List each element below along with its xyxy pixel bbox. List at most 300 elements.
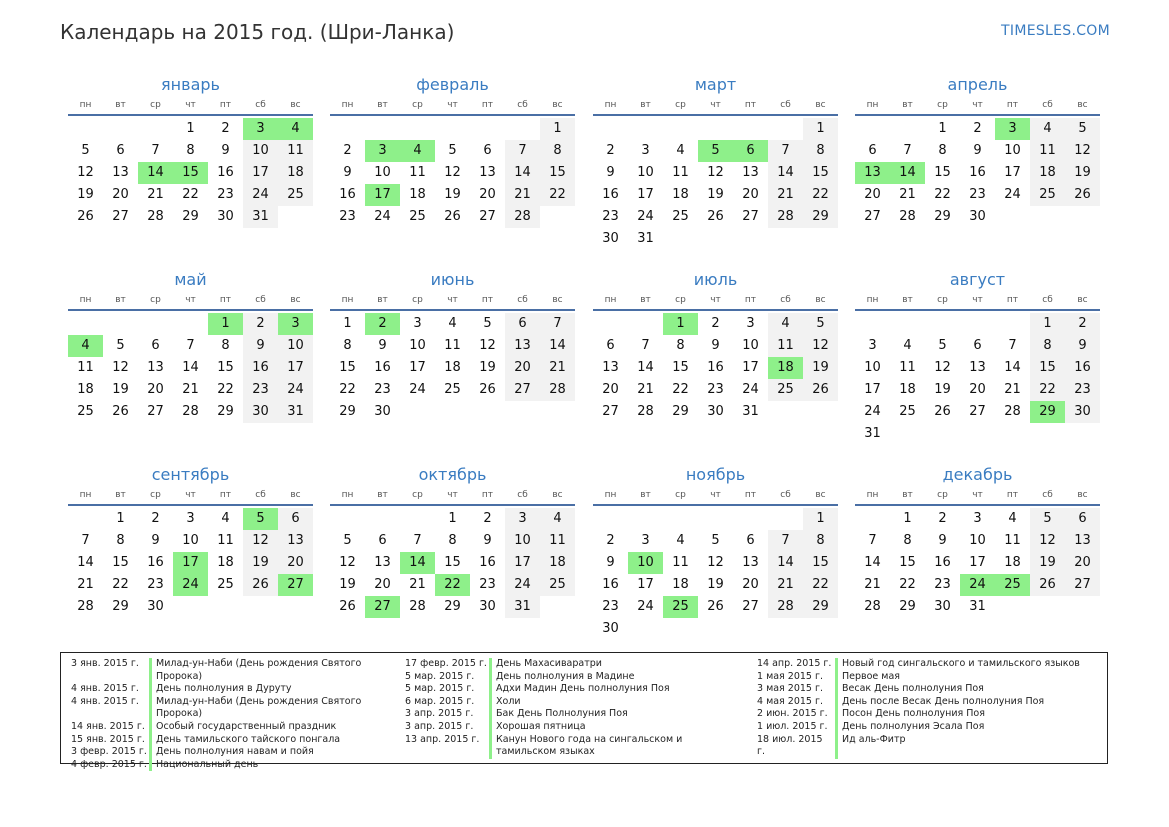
holiday-day-cell[interactable]: 25	[995, 574, 1030, 596]
day-cell[interactable]: 31	[742, 404, 759, 419]
holiday-day-cell[interactable]: 1	[663, 313, 698, 335]
day-cell[interactable]: 18	[540, 552, 575, 574]
day-cell[interactable]: 7	[186, 338, 195, 353]
day-cell[interactable]: 3	[641, 533, 650, 548]
day-cell[interactable]: 28	[768, 596, 803, 618]
day-cell[interactable]: 3	[413, 316, 422, 331]
day-cell[interactable]: 29	[444, 599, 461, 614]
day-cell[interactable]: 23	[217, 187, 234, 202]
holiday-day-cell[interactable]: 4	[278, 118, 313, 140]
day-cell[interactable]: 26	[77, 209, 94, 224]
day-cell[interactable]: 10	[505, 530, 540, 552]
day-cell[interactable]: 27	[479, 209, 496, 224]
day-cell[interactable]: 26	[339, 599, 356, 614]
day-cell[interactable]: 20	[112, 187, 129, 202]
day-cell[interactable]: 26	[934, 404, 951, 419]
day-cell[interactable]: 30	[374, 404, 391, 419]
day-cell[interactable]: 23	[479, 577, 496, 592]
day-cell[interactable]: 30	[243, 401, 278, 423]
day-cell[interactable]: 16	[243, 357, 278, 379]
day-cell[interactable]: 7	[505, 140, 540, 162]
day-cell[interactable]: 15	[339, 360, 356, 375]
day-cell[interactable]: 28	[637, 404, 654, 419]
day-cell[interactable]: 16	[1065, 357, 1100, 379]
day-cell[interactable]: 8	[186, 143, 195, 158]
day-cell[interactable]: 20	[278, 552, 313, 574]
day-cell[interactable]: 26	[112, 404, 129, 419]
day-cell[interactable]: 8	[343, 338, 352, 353]
day-cell[interactable]: 17	[409, 360, 426, 375]
day-cell[interactable]: 11	[672, 555, 689, 570]
day-cell[interactable]: 28	[899, 209, 916, 224]
day-cell[interactable]: 14	[637, 360, 654, 375]
day-cell[interactable]: 2	[606, 533, 615, 548]
day-cell[interactable]: 25	[444, 382, 461, 397]
day-cell[interactable]: 2	[221, 121, 230, 136]
day-cell[interactable]: 12	[112, 360, 129, 375]
day-cell[interactable]: 7	[641, 338, 650, 353]
day-cell[interactable]: 10	[243, 140, 278, 162]
day-cell[interactable]: 16	[374, 360, 391, 375]
day-cell[interactable]: 22	[540, 184, 575, 206]
day-cell[interactable]: 3	[746, 316, 755, 331]
day-cell[interactable]: 24	[1004, 187, 1021, 202]
day-cell[interactable]: 30	[479, 599, 496, 614]
day-cell[interactable]: 23	[374, 382, 391, 397]
day-cell[interactable]: 27	[147, 404, 164, 419]
day-cell[interactable]: 19	[339, 577, 356, 592]
day-cell[interactable]: 15	[112, 555, 129, 570]
day-cell[interactable]: 21	[77, 577, 94, 592]
holiday-day-cell[interactable]: 24	[960, 574, 995, 596]
day-cell[interactable]: 15	[803, 162, 838, 184]
day-cell[interactable]: 12	[243, 530, 278, 552]
day-cell[interactable]: 29	[217, 404, 234, 419]
day-cell[interactable]: 6	[1065, 508, 1100, 530]
day-cell[interactable]: 26	[707, 209, 724, 224]
day-cell[interactable]: 9	[973, 143, 982, 158]
day-cell[interactable]: 2	[1065, 313, 1100, 335]
day-cell[interactable]: 17	[1004, 165, 1021, 180]
day-cell[interactable]: 11	[409, 165, 426, 180]
day-cell[interactable]: 6	[505, 313, 540, 335]
day-cell[interactable]: 22	[899, 577, 916, 592]
day-cell[interactable]: 20	[147, 382, 164, 397]
day-cell[interactable]: 15	[217, 360, 234, 375]
holiday-day-cell[interactable]: 18	[768, 357, 803, 379]
day-cell[interactable]: 6	[378, 533, 387, 548]
day-cell[interactable]: 18	[217, 555, 234, 570]
holiday-day-cell[interactable]: 27	[365, 596, 400, 618]
day-cell[interactable]: 21	[1004, 382, 1021, 397]
day-cell[interactable]: 7	[768, 140, 803, 162]
day-cell[interactable]: 26	[707, 599, 724, 614]
day-cell[interactable]: 5	[938, 338, 947, 353]
day-cell[interactable]: 24	[637, 599, 654, 614]
day-cell[interactable]: 2	[711, 316, 720, 331]
day-cell[interactable]: 9	[711, 338, 720, 353]
day-cell[interactable]: 7	[768, 530, 803, 552]
day-cell[interactable]: 11	[672, 165, 689, 180]
day-cell[interactable]: 8	[448, 533, 457, 548]
day-cell[interactable]: 22	[182, 187, 199, 202]
day-cell[interactable]: 11	[444, 338, 461, 353]
day-cell[interactable]: 22	[803, 574, 838, 596]
holiday-day-cell[interactable]: 14	[890, 162, 925, 184]
day-cell[interactable]: 12	[934, 360, 951, 375]
holiday-day-cell[interactable]: 4	[400, 140, 435, 162]
day-cell[interactable]: 6	[278, 508, 313, 530]
day-cell[interactable]: 7	[81, 533, 90, 548]
day-cell[interactable]: 5	[1065, 118, 1100, 140]
day-cell[interactable]: 31	[969, 599, 986, 614]
day-cell[interactable]: 1	[1030, 313, 1065, 335]
day-cell[interactable]: 19	[479, 360, 496, 375]
day-cell[interactable]: 4	[1030, 118, 1065, 140]
day-cell[interactable]: 28	[768, 206, 803, 228]
day-cell[interactable]: 11	[1004, 533, 1021, 548]
day-cell[interactable]: 19	[707, 187, 724, 202]
day-cell[interactable]: 6	[973, 338, 982, 353]
day-cell[interactable]: 1	[540, 118, 575, 140]
holiday-day-cell[interactable]: 3	[995, 118, 1030, 140]
day-cell[interactable]: 12	[77, 165, 94, 180]
day-cell[interactable]: 9	[221, 143, 230, 158]
day-cell[interactable]: 14	[864, 555, 881, 570]
day-cell[interactable]: 6	[116, 143, 125, 158]
day-cell[interactable]: 20	[742, 577, 759, 592]
day-cell[interactable]: 24	[243, 184, 278, 206]
day-cell[interactable]: 5	[803, 313, 838, 335]
day-cell[interactable]: 8	[221, 338, 230, 353]
day-cell[interactable]: 25	[217, 577, 234, 592]
day-cell[interactable]: 1	[903, 511, 912, 526]
holiday-day-cell[interactable]: 14	[400, 552, 435, 574]
day-cell[interactable]: 5	[343, 533, 352, 548]
day-cell[interactable]: 16	[479, 555, 496, 570]
day-cell[interactable]: 2	[343, 143, 352, 158]
day-cell[interactable]: 30	[934, 599, 951, 614]
day-cell[interactable]: 17	[637, 577, 654, 592]
day-cell[interactable]: 27	[969, 404, 986, 419]
day-cell[interactable]: 16	[217, 165, 234, 180]
day-cell[interactable]: 22	[1030, 379, 1065, 401]
day-cell[interactable]: 25	[672, 209, 689, 224]
day-cell[interactable]: 20	[479, 187, 496, 202]
day-cell[interactable]: 30	[217, 209, 234, 224]
day-cell[interactable]: 17	[969, 555, 986, 570]
day-cell[interactable]: 23	[602, 209, 619, 224]
holiday-day-cell[interactable]: 10	[628, 552, 663, 574]
day-cell[interactable]: 13	[505, 335, 540, 357]
day-cell[interactable]: 28	[409, 599, 426, 614]
day-cell[interactable]: 13	[742, 165, 759, 180]
day-cell[interactable]: 13	[278, 530, 313, 552]
day-cell[interactable]: 7	[151, 143, 160, 158]
day-cell[interactable]: 21	[147, 187, 164, 202]
day-cell[interactable]: 4	[448, 316, 457, 331]
day-cell[interactable]: 26	[243, 574, 278, 596]
day-cell[interactable]: 16	[969, 165, 986, 180]
holiday-day-cell[interactable]: 13	[855, 162, 890, 184]
day-cell[interactable]: 9	[378, 338, 387, 353]
holiday-day-cell[interactable]: 27	[278, 574, 313, 596]
day-cell[interactable]: 1	[116, 511, 125, 526]
day-cell[interactable]: 29	[899, 599, 916, 614]
holiday-day-cell[interactable]: 14	[138, 162, 173, 184]
holiday-day-cell[interactable]: 6	[733, 140, 768, 162]
day-cell[interactable]: 8	[938, 143, 947, 158]
day-cell[interactable]: 28	[1004, 404, 1021, 419]
holiday-day-cell[interactable]: 5	[243, 508, 278, 530]
day-cell[interactable]: 18	[899, 382, 916, 397]
day-cell[interactable]: 3	[973, 511, 982, 526]
day-cell[interactable]: 21	[182, 382, 199, 397]
day-cell[interactable]: 26	[1030, 574, 1065, 596]
day-cell[interactable]: 17	[243, 162, 278, 184]
day-cell[interactable]: 8	[803, 140, 838, 162]
day-cell[interactable]: 10	[969, 533, 986, 548]
day-cell[interactable]: 25	[899, 404, 916, 419]
day-cell[interactable]: 12	[1065, 140, 1100, 162]
day-cell[interactable]: 1	[186, 121, 195, 136]
day-cell[interactable]: 26	[803, 379, 838, 401]
day-cell[interactable]: 28	[147, 209, 164, 224]
day-cell[interactable]: 4	[903, 338, 912, 353]
day-cell[interactable]: 9	[606, 555, 615, 570]
day-cell[interactable]: 12	[707, 555, 724, 570]
day-cell[interactable]: 18	[1030, 162, 1065, 184]
day-cell[interactable]: 25	[540, 574, 575, 596]
day-cell[interactable]: 10	[409, 338, 426, 353]
day-cell[interactable]: 28	[505, 206, 540, 228]
day-cell[interactable]: 12	[339, 555, 356, 570]
day-cell[interactable]: 20	[864, 187, 881, 202]
day-cell[interactable]: 31	[864, 426, 881, 441]
day-cell[interactable]: 23	[602, 599, 619, 614]
day-cell[interactable]: 24	[864, 404, 881, 419]
day-cell[interactable]: 11	[278, 140, 313, 162]
day-cell[interactable]: 25	[768, 379, 803, 401]
day-cell[interactable]: 2	[151, 511, 160, 526]
day-cell[interactable]: 29	[339, 404, 356, 419]
day-cell[interactable]: 24	[505, 574, 540, 596]
day-cell[interactable]: 23	[243, 379, 278, 401]
day-cell[interactable]: 16	[602, 577, 619, 592]
day-cell[interactable]: 29	[672, 404, 689, 419]
day-cell[interactable]: 29	[803, 596, 838, 618]
day-cell[interactable]: 7	[1008, 338, 1017, 353]
day-cell[interactable]: 27	[1065, 574, 1100, 596]
day-cell[interactable]: 25	[1030, 184, 1065, 206]
day-cell[interactable]: 16	[147, 555, 164, 570]
day-cell[interactable]: 23	[147, 577, 164, 592]
day-cell[interactable]: 13	[374, 555, 391, 570]
day-cell[interactable]: 30	[602, 621, 619, 636]
day-cell[interactable]: 14	[77, 555, 94, 570]
day-cell[interactable]: 22	[339, 382, 356, 397]
day-cell[interactable]: 4	[221, 511, 230, 526]
holiday-day-cell[interactable]: 4	[68, 335, 103, 357]
day-cell[interactable]: 4	[540, 508, 575, 530]
day-cell[interactable]: 16	[339, 187, 356, 202]
day-cell[interactable]: 13	[479, 165, 496, 180]
day-cell[interactable]: 31	[505, 596, 540, 618]
day-cell[interactable]: 6	[606, 338, 615, 353]
day-cell[interactable]: 29	[112, 599, 129, 614]
day-cell[interactable]: 1	[938, 121, 947, 136]
day-cell[interactable]: 2	[973, 121, 982, 136]
day-cell[interactable]: 13	[602, 360, 619, 375]
day-cell[interactable]: 28	[182, 404, 199, 419]
day-cell[interactable]: 22	[672, 382, 689, 397]
day-cell[interactable]: 27	[864, 209, 881, 224]
day-cell[interactable]: 11	[540, 530, 575, 552]
day-cell[interactable]: 11	[1030, 140, 1065, 162]
day-cell[interactable]: 23	[339, 209, 356, 224]
day-cell[interactable]: 14	[540, 335, 575, 357]
day-cell[interactable]: 27	[742, 599, 759, 614]
day-cell[interactable]: 14	[182, 360, 199, 375]
day-cell[interactable]: 17	[864, 382, 881, 397]
day-cell[interactable]: 18	[672, 577, 689, 592]
day-cell[interactable]: 15	[672, 360, 689, 375]
day-cell[interactable]: 12	[479, 338, 496, 353]
day-cell[interactable]: 19	[444, 187, 461, 202]
day-cell[interactable]: 13	[1065, 530, 1100, 552]
day-cell[interactable]: 10	[864, 360, 881, 375]
day-cell[interactable]: 12	[803, 335, 838, 357]
day-cell[interactable]: 19	[934, 382, 951, 397]
day-cell[interactable]: 24	[278, 379, 313, 401]
day-cell[interactable]: 1	[343, 316, 352, 331]
day-cell[interactable]: 8	[803, 530, 838, 552]
holiday-day-cell[interactable]: 24	[173, 574, 208, 596]
day-cell[interactable]: 21	[768, 184, 803, 206]
day-cell[interactable]: 19	[1065, 162, 1100, 184]
day-cell[interactable]: 12	[1030, 530, 1065, 552]
day-cell[interactable]: 15	[934, 165, 951, 180]
site-link[interactable]: TIMESLES.COM	[1001, 23, 1110, 39]
holiday-day-cell[interactable]: 22	[435, 574, 470, 596]
day-cell[interactable]: 18	[672, 187, 689, 202]
holiday-day-cell[interactable]: 15	[173, 162, 208, 184]
day-cell[interactable]: 10	[374, 165, 391, 180]
day-cell[interactable]: 1	[803, 118, 838, 140]
day-cell[interactable]: 28	[77, 599, 94, 614]
day-cell[interactable]: 23	[969, 187, 986, 202]
day-cell[interactable]: 19	[1030, 552, 1065, 574]
holiday-day-cell[interactable]: 17	[365, 184, 400, 206]
day-cell[interactable]: 15	[1030, 357, 1065, 379]
day-cell[interactable]: 4	[676, 533, 685, 548]
day-cell[interactable]: 13	[112, 165, 129, 180]
day-cell[interactable]: 21	[540, 357, 575, 379]
day-cell[interactable]: 14	[768, 552, 803, 574]
day-cell[interactable]: 16	[602, 187, 619, 202]
day-cell[interactable]: 3	[868, 338, 877, 353]
day-cell[interactable]: 23	[934, 577, 951, 592]
day-cell[interactable]: 6	[151, 338, 160, 353]
day-cell[interactable]: 9	[243, 335, 278, 357]
holiday-day-cell[interactable]: 3	[365, 140, 400, 162]
day-cell[interactable]: 11	[77, 360, 94, 375]
day-cell[interactable]: 20	[602, 382, 619, 397]
day-cell[interactable]: 21	[637, 382, 654, 397]
day-cell[interactable]: 15	[444, 555, 461, 570]
holiday-day-cell[interactable]: 5	[698, 140, 733, 162]
day-cell[interactable]: 6	[483, 143, 492, 158]
day-cell[interactable]: 1	[448, 511, 457, 526]
holiday-day-cell[interactable]: 3	[243, 118, 278, 140]
day-cell[interactable]: 30	[147, 599, 164, 614]
day-cell[interactable]: 10	[742, 338, 759, 353]
day-cell[interactable]: 17	[278, 357, 313, 379]
day-cell[interactable]: 2	[606, 143, 615, 158]
day-cell[interactable]: 2	[938, 511, 947, 526]
day-cell[interactable]: 12	[444, 165, 461, 180]
day-cell[interactable]: 24	[742, 382, 759, 397]
day-cell[interactable]: 23	[707, 382, 724, 397]
day-cell[interactable]: 15	[899, 555, 916, 570]
day-cell[interactable]: 26	[444, 209, 461, 224]
day-cell[interactable]: 9	[343, 165, 352, 180]
day-cell[interactable]: 8	[1030, 335, 1065, 357]
day-cell[interactable]: 5	[711, 533, 720, 548]
day-cell[interactable]: 7	[413, 533, 422, 548]
day-cell[interactable]: 9	[483, 533, 492, 548]
day-cell[interactable]: 8	[540, 140, 575, 162]
holiday-day-cell[interactable]: 2	[365, 313, 400, 335]
day-cell[interactable]: 1	[803, 508, 838, 530]
day-cell[interactable]: 21	[864, 577, 881, 592]
day-cell[interactable]: 6	[746, 533, 755, 548]
day-cell[interactable]: 30	[602, 231, 619, 246]
day-cell[interactable]: 26	[479, 382, 496, 397]
day-cell[interactable]: 18	[444, 360, 461, 375]
day-cell[interactable]: 3	[641, 143, 650, 158]
day-cell[interactable]: 11	[768, 335, 803, 357]
day-cell[interactable]: 5	[1030, 508, 1065, 530]
day-cell[interactable]: 20	[374, 577, 391, 592]
day-cell[interactable]: 2	[243, 313, 278, 335]
day-cell[interactable]: 4	[1008, 511, 1017, 526]
day-cell[interactable]: 10	[637, 165, 654, 180]
day-cell[interactable]: 7	[868, 533, 877, 548]
day-cell[interactable]: 9	[151, 533, 160, 548]
day-cell[interactable]: 14	[1004, 360, 1021, 375]
day-cell[interactable]: 8	[903, 533, 912, 548]
day-cell[interactable]: 3	[505, 508, 540, 530]
day-cell[interactable]: 28	[864, 599, 881, 614]
day-cell[interactable]: 29	[934, 209, 951, 224]
day-cell[interactable]: 22	[217, 382, 234, 397]
day-cell[interactable]: 27	[112, 209, 129, 224]
day-cell[interactable]: 23	[1065, 379, 1100, 401]
day-cell[interactable]: 19	[243, 552, 278, 574]
day-cell[interactable]: 21	[505, 184, 540, 206]
day-cell[interactable]: 18	[1004, 555, 1021, 570]
day-cell[interactable]: 30	[707, 404, 724, 419]
day-cell[interactable]: 7	[903, 143, 912, 158]
day-cell[interactable]: 5	[116, 338, 125, 353]
holiday-day-cell[interactable]: 29	[1030, 401, 1065, 423]
day-cell[interactable]: 25	[77, 404, 94, 419]
day-cell[interactable]: 6	[868, 143, 877, 158]
day-cell[interactable]: 20	[969, 382, 986, 397]
holiday-day-cell[interactable]: 3	[278, 313, 313, 335]
day-cell[interactable]: 22	[803, 184, 838, 206]
